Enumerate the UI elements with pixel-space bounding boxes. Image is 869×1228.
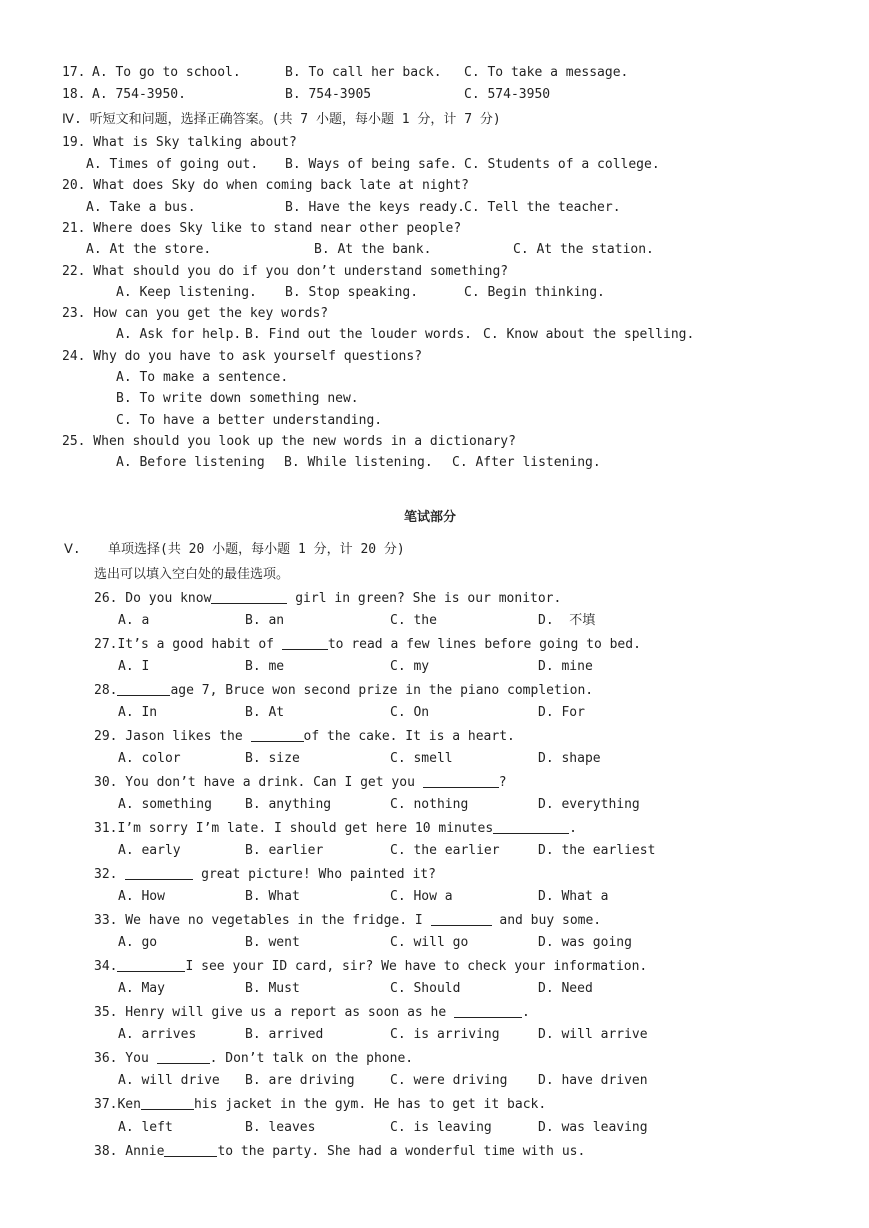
q18-option-b[interactable]: B. 754-3905 <box>285 87 372 102</box>
section-5-number: Ⅴ. <box>64 542 81 557</box>
q17-option-b[interactable]: B. To call her back. <box>285 65 442 80</box>
q17-option-a[interactable]: A. To go to school. <box>92 65 241 80</box>
q37-text-after: his jacket in the gym. He has to get it back. <box>193 1097 547 1112</box>
q32-option-d[interactable]: D. What a <box>538 889 609 904</box>
q36-option-d[interactable]: D. have driven <box>538 1073 648 1088</box>
q35-option-b[interactable]: B. arrived <box>245 1027 324 1042</box>
q30-blank[interactable] <box>423 775 499 788</box>
q26-option-d[interactable]: D. 不填 <box>538 613 596 628</box>
q24-option-a[interactable]: A. To make a sentence. <box>116 370 289 385</box>
q28-option-b[interactable]: B. At <box>245 705 285 720</box>
q38-blank[interactable] <box>164 1144 217 1157</box>
q36-blank[interactable] <box>157 1051 210 1064</box>
q24-question: 24. Why do you have to ask yourself questions? <box>62 349 423 364</box>
q20-option-c[interactable]: C. Tell the teacher. <box>464 200 621 215</box>
q36-text-before: 36. You <box>94 1051 157 1066</box>
q34-option-d[interactable]: D. Need <box>538 981 593 996</box>
q18-option-c[interactable]: C. 574-3950 <box>464 87 551 102</box>
q26-text-after: girl in green? She is our monitor. <box>287 591 562 606</box>
q32-text-before: 32. <box>94 867 126 882</box>
q17-option-c[interactable]: C. To take a message. <box>464 65 629 80</box>
q27-blank[interactable] <box>282 637 328 650</box>
q37-option-b[interactable]: B. leaves <box>245 1120 316 1135</box>
q32-text-after: great picture! Who painted it? <box>193 867 436 882</box>
q37-text-before: 37.Ken <box>94 1097 141 1112</box>
q37-blank[interactable] <box>141 1097 194 1110</box>
q34-option-c[interactable]: C. Should <box>390 981 461 996</box>
q36-text-after: . Don’t talk on the phone. <box>209 1051 414 1066</box>
q30-text-before: 30. You don’t have a drink. Can I get you <box>94 775 423 790</box>
q22-option-b[interactable]: B. Stop speaking. <box>285 285 419 300</box>
q36-option-b[interactable]: B. are driving <box>245 1073 355 1088</box>
q23-question: 23. How can you get the key words? <box>62 306 329 321</box>
q32-option-c[interactable]: C. How a <box>390 889 453 904</box>
written-part-title: 笔试部分 <box>404 510 457 525</box>
q26-question <box>94 591 561 605</box>
q24-option-c[interactable]: C. To have a better understanding. <box>116 413 383 428</box>
q27-option-a[interactable]: A. I <box>118 659 150 674</box>
q30-text-after: ? <box>498 775 507 790</box>
q20-option-a[interactable]: A. Take a bus. <box>86 200 196 215</box>
q29-text-after: of the cake. It is a heart. <box>303 729 515 744</box>
q35-option-a[interactable]: A. arrives <box>118 1027 197 1042</box>
q21-question: 21. Where does Sky like to stand near other people? <box>62 221 462 236</box>
q26-option-a[interactable]: A. a <box>118 613 150 628</box>
q29-option-d[interactable]: D. shape <box>538 751 601 766</box>
q33-question <box>94 913 601 927</box>
q20-question: 20. What does Sky do when coming back late at night? <box>62 178 469 193</box>
q35-text-before: 35. Henry will give us a report as soon as he <box>94 1005 455 1020</box>
q28-question <box>94 683 593 697</box>
q18-number: 18. <box>62 87 86 102</box>
q19-question: 19. What is Sky talking about? <box>62 135 297 150</box>
q19-option-c[interactable]: C. Students of a college. <box>464 157 660 172</box>
q27-text-after: to read a few lines before going to bed. <box>327 637 641 652</box>
q25-question: 25. When should you look up the new words in a dictionary? <box>62 434 516 449</box>
q28-option-a[interactable]: A. In <box>118 705 158 720</box>
q34-text-after: I see your ID card, sir? We have to check your information. <box>185 959 648 974</box>
q33-option-d[interactable]: D. was going <box>538 935 632 950</box>
q32-option-a[interactable]: A. How <box>118 889 165 904</box>
q26-text-before: 26. Do you know <box>94 591 212 606</box>
q37-option-d[interactable]: D. was leaving <box>538 1120 648 1135</box>
q35-question <box>94 1005 530 1019</box>
q33-option-b[interactable]: B. went <box>245 935 300 950</box>
q36-option-a[interactable]: A. will drive <box>118 1073 220 1088</box>
q26-option-c[interactable]: C. the <box>390 613 437 628</box>
q22-option-c[interactable]: C. Begin thinking. <box>464 285 605 300</box>
q31-option-b[interactable]: B. earlier <box>245 843 324 858</box>
q34-option-a[interactable]: A. May <box>118 981 165 996</box>
q27-option-c[interactable]: C. my <box>390 659 430 674</box>
section-4-heading: Ⅳ. 听短文和问题，选择正确答案。(共 7 小题，每小题 1 分，计 7 分) <box>62 112 501 127</box>
q30-option-d[interactable]: D. everything <box>538 797 640 812</box>
q34-option-b[interactable]: B. Must <box>245 981 300 996</box>
q37-option-c[interactable]: C. is leaving <box>390 1120 492 1135</box>
q30-option-a[interactable]: A. something <box>118 797 212 812</box>
q30-option-b[interactable]: B. anything <box>245 797 332 812</box>
q34-question <box>94 959 647 973</box>
q20-option-b[interactable]: B. Have the keys ready. <box>285 200 466 215</box>
q22-option-a[interactable]: A. Keep listening. <box>116 285 257 300</box>
q33-text-after: and buy some. <box>491 913 602 928</box>
q27-option-d[interactable]: D. mine <box>538 659 593 674</box>
q35-option-c[interactable]: C. is arriving <box>390 1027 500 1042</box>
q31-text-before: 31.I’m sorry I’m late. I should get here 10 minutes <box>94 821 494 836</box>
q25-option-b[interactable]: B. While listening. <box>284 455 433 470</box>
q35-text-after: . <box>522 1005 530 1020</box>
q37-option-a[interactable]: A. left <box>118 1120 173 1135</box>
q19-option-a[interactable]: A. Times of going out. <box>86 157 259 172</box>
q27-option-b[interactable]: B. me <box>245 659 285 674</box>
q38-text-after: to the party. She had a wonderful time with us. <box>217 1144 586 1159</box>
q38-question <box>94 1144 585 1158</box>
q33-blank[interactable] <box>431 913 492 926</box>
q29-option-b[interactable]: B. size <box>245 751 300 766</box>
q19-option-b[interactable]: B. Ways of being safe. <box>285 157 458 172</box>
q30-question <box>94 775 507 789</box>
q32-question <box>94 867 436 881</box>
q23-option-a[interactable]: A. Ask for help. <box>116 327 242 342</box>
q21-option-b[interactable]: B. At the bank. <box>314 242 432 257</box>
q33-option-a[interactable]: A. go <box>118 935 158 950</box>
q29-option-a[interactable]: A. color <box>118 751 181 766</box>
q31-question <box>94 821 577 835</box>
q21-option-c[interactable]: C. At the station. <box>513 242 654 257</box>
q27-text-before: 27.It’s a good habit of <box>94 637 282 652</box>
q28-text-after: age 7, Bruce won second prize in the piano completion. <box>170 683 594 698</box>
q33-option-c[interactable]: C. will go <box>390 935 469 950</box>
q34-text-before: 34. <box>94 959 118 974</box>
q27-question <box>94 637 641 651</box>
q29-option-c[interactable]: C. smell <box>390 751 453 766</box>
q25-option-c[interactable]: C. After listening. <box>452 455 601 470</box>
q36-question <box>94 1051 413 1065</box>
q29-question <box>94 729 515 743</box>
q29-text-before: 29. Jason likes the <box>94 729 251 744</box>
q23-option-c[interactable]: C. Know about the spelling. <box>483 327 695 342</box>
q31-blank[interactable] <box>493 821 569 834</box>
section-5-heading: 单项选择(共 20 小题，每小题 1 分，计 20 分) <box>108 542 405 557</box>
q26-blank[interactable] <box>211 591 287 604</box>
q30-option-c[interactable]: C. nothing <box>390 797 469 812</box>
q31-option-a[interactable]: A. early <box>118 843 181 858</box>
q31-text-after: . <box>569 821 577 836</box>
q33-text-before: 33. We have no vegetables in the fridge. I <box>94 913 431 928</box>
q34-blank[interactable] <box>117 959 185 972</box>
q21-option-a[interactable]: A. At the store. <box>86 242 212 257</box>
q32-blank[interactable] <box>125 867 193 880</box>
section-5-instruction: 选出可以填入空白处的最佳选项。 <box>94 567 290 582</box>
q23-option-b[interactable]: B. Find out the louder words. <box>245 327 472 342</box>
q28-text-before: 28. <box>94 683 118 698</box>
q37-question <box>94 1097 546 1111</box>
q26-option-b[interactable]: B. an <box>245 613 285 628</box>
q28-blank[interactable] <box>117 683 170 696</box>
q22-question: 22. What should you do if you don’t understand something? <box>62 264 509 279</box>
q29-blank[interactable] <box>251 729 304 742</box>
q35-option-d[interactable]: D. will arrive <box>538 1027 648 1042</box>
q31-option-d[interactable]: D. the earliest <box>538 843 656 858</box>
q36-option-c[interactable]: C. were driving <box>390 1073 508 1088</box>
q35-blank[interactable] <box>454 1005 522 1018</box>
q24-option-b[interactable]: B. To write down something new. <box>116 391 359 406</box>
q32-option-b[interactable]: B. What <box>245 889 300 904</box>
q38-text-before: 38. Annie <box>94 1144 165 1159</box>
q17-number: 17. <box>62 65 86 80</box>
q28-option-c[interactable]: C. On <box>390 705 430 720</box>
q18-option-a[interactable]: A. 754-3950. <box>92 87 186 102</box>
q28-option-d[interactable]: D. For <box>538 705 585 720</box>
q31-option-c[interactable]: C. the earlier <box>390 843 500 858</box>
q25-option-a[interactable]: A. Before listening <box>116 455 265 470</box>
